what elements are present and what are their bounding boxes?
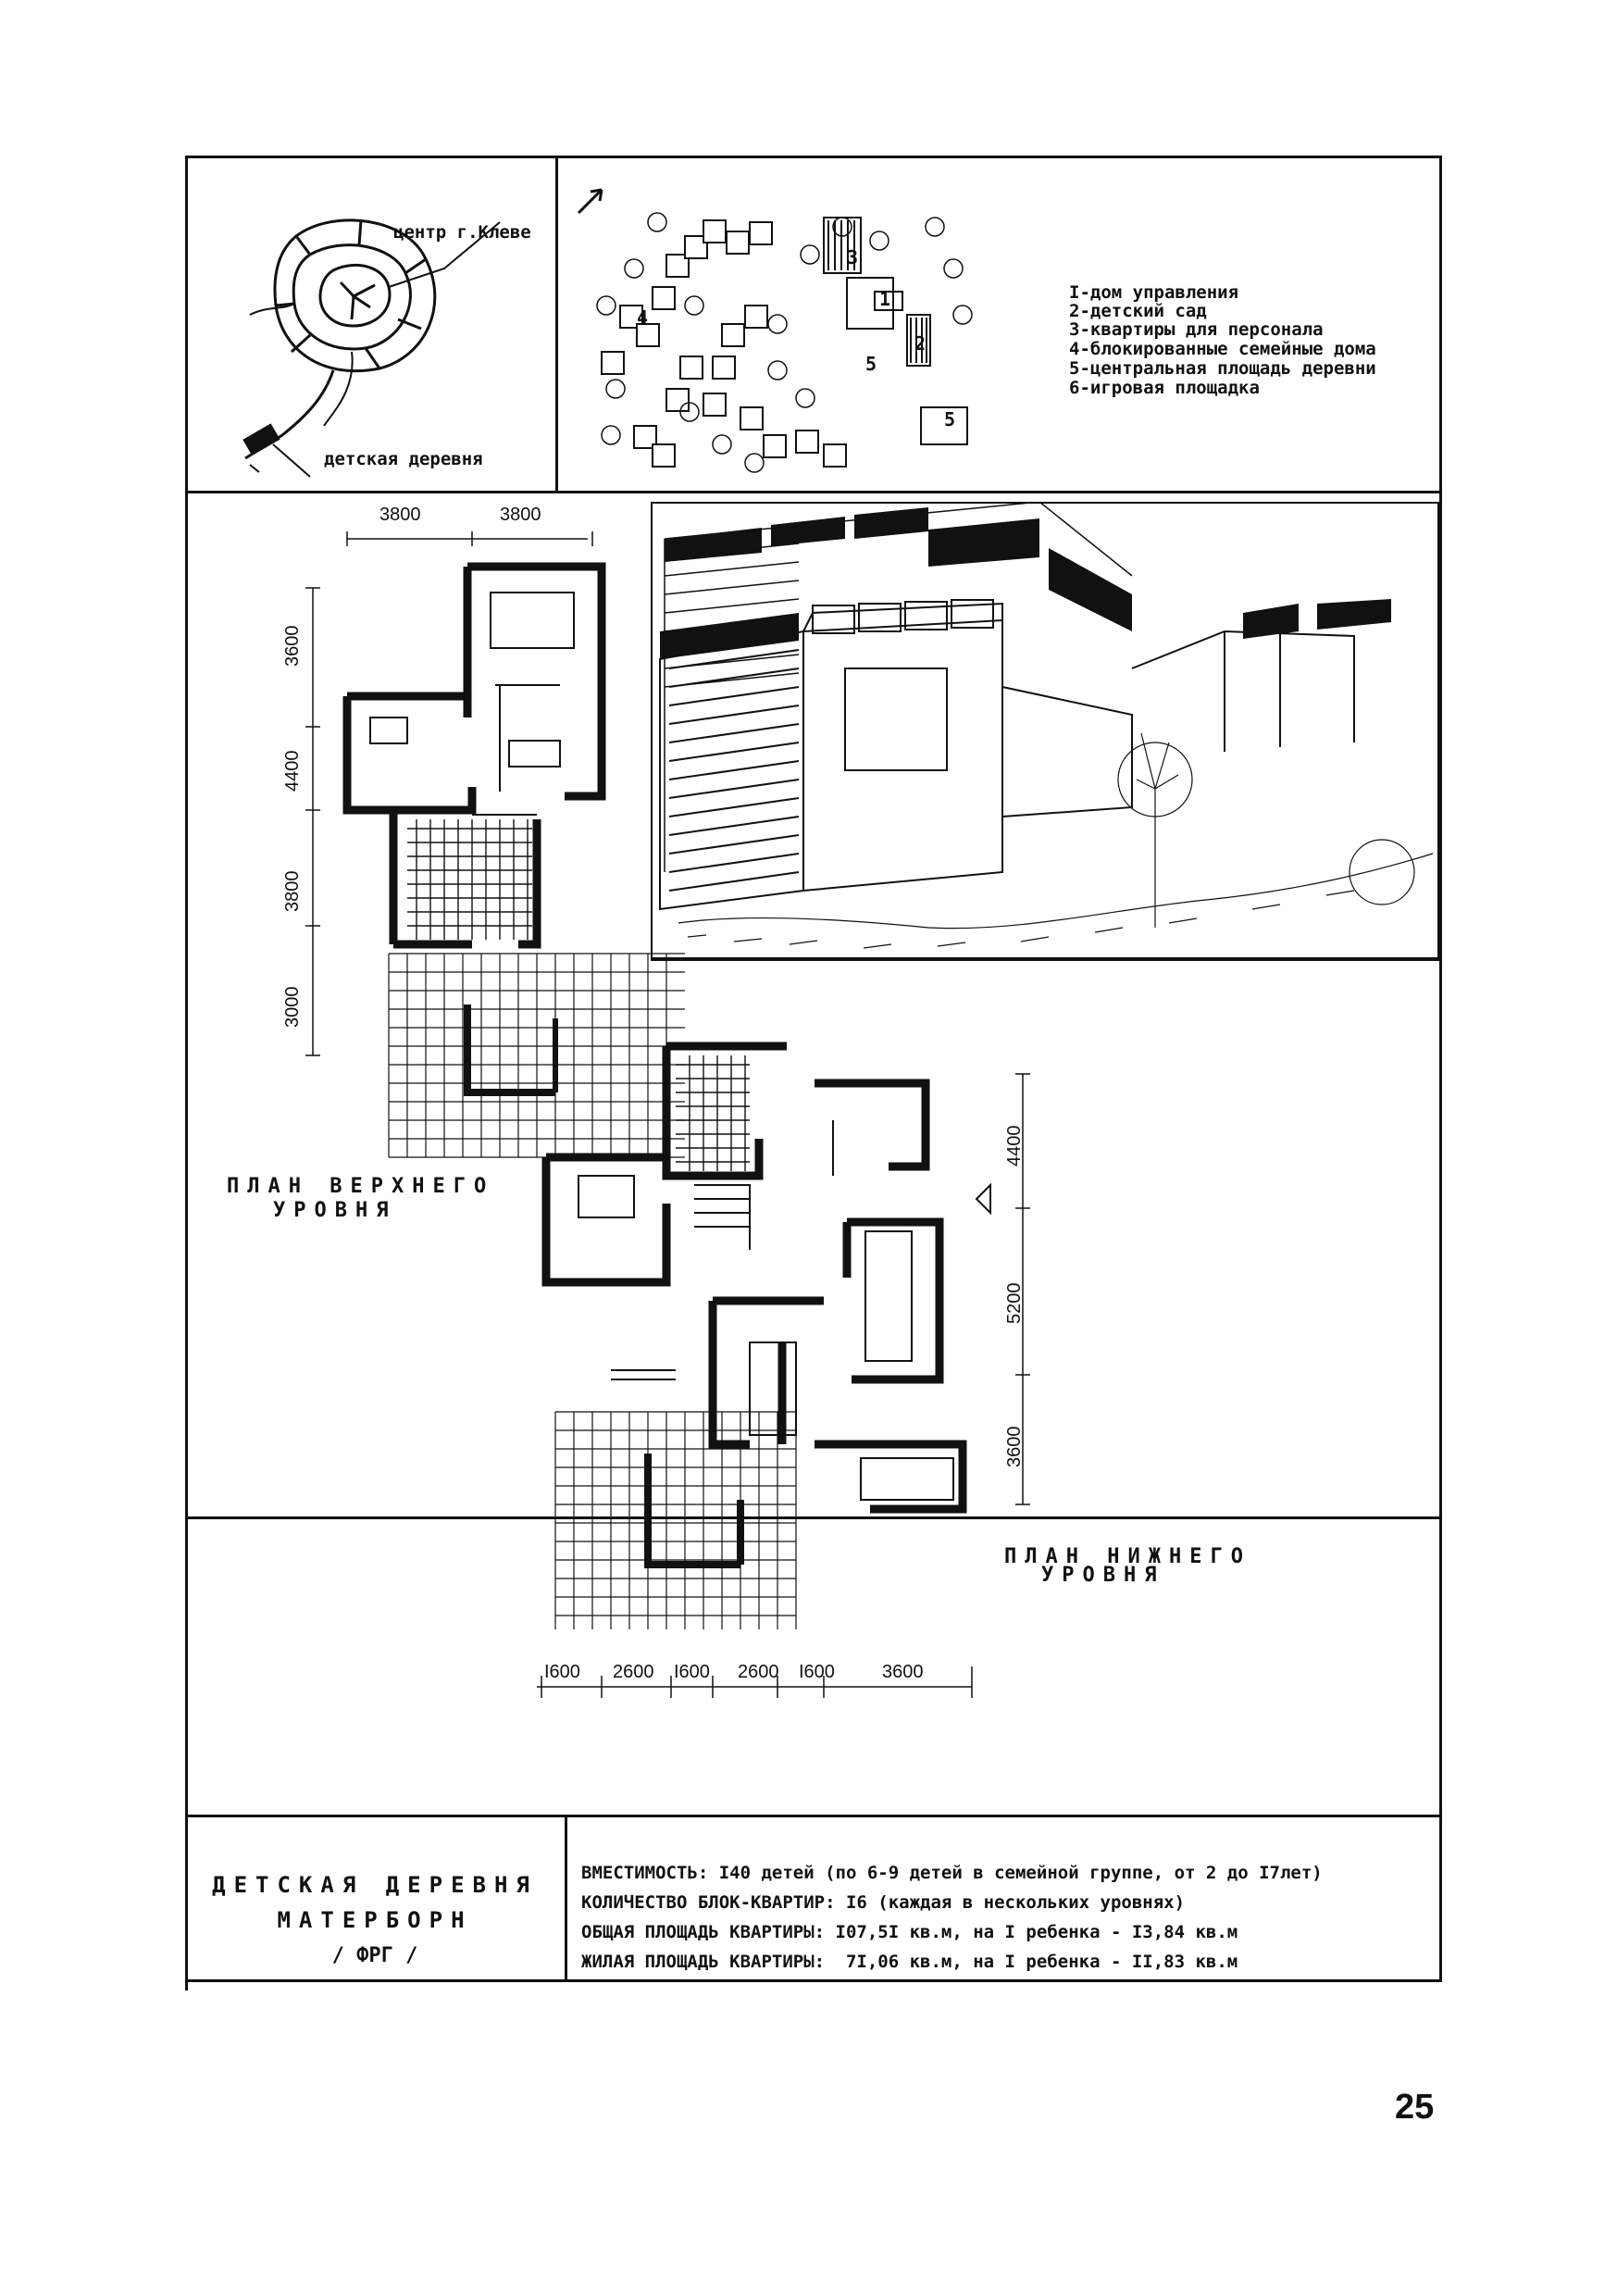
site-marker-5b: 5 xyxy=(944,408,956,430)
legend-item: 5-центральная площадь деревни xyxy=(1069,358,1376,379)
country-label: / ФРГ / xyxy=(331,1944,418,1967)
legend-item: 4-блокированные семейные дома xyxy=(1069,339,1376,359)
lower-dim-bottom-4: 2600 xyxy=(738,1662,779,1682)
lower-dim-right-2: 5200 xyxy=(1004,1282,1025,1324)
divider-bottom xyxy=(185,1815,1442,1817)
lower-dim-bottom-3: I600 xyxy=(674,1662,710,1682)
legend-item: 6-игровая площадка xyxy=(1069,378,1260,398)
frame-right-extension xyxy=(1439,1509,1442,1981)
legend-item: 3-квартиры для персонала xyxy=(1069,319,1324,340)
info-living-area: ЖИЛАЯ ПЛОЩАДЬ КВАРТИРЫ: 7I,06 кв.м, на I ребенка - II,83 кв.м xyxy=(581,1952,1238,1972)
village-label: детская деревня xyxy=(324,449,483,469)
upper-dim-left-4: 3000 xyxy=(282,986,303,1028)
divider-top xyxy=(185,491,1442,493)
page-number: 25 xyxy=(1395,2088,1435,2127)
lower-dim-right-1: 4400 xyxy=(1004,1125,1025,1167)
site-marker-4: 4 xyxy=(637,306,649,329)
site-plan xyxy=(565,167,1037,486)
city-center-label: центр г.Клеве xyxy=(393,222,531,243)
legend-item: 2-детский сад xyxy=(1069,301,1207,321)
upper-dim-left-3: 3800 xyxy=(282,870,303,912)
lower-plan-label-line1: ПЛАН НИЖНЕГО xyxy=(1004,1545,1251,1568)
title-line-2: МАТЕРБОРН xyxy=(277,1907,473,1933)
upper-plan-label-line2: УРОВНЯ xyxy=(273,1199,397,1222)
divider-title xyxy=(565,1815,567,1981)
frame-bottom-edge xyxy=(185,1979,1442,1982)
site-marker-3: 3 xyxy=(847,246,859,268)
lower-dim-bottom-6: 3600 xyxy=(882,1662,924,1682)
upper-dim-left-2: 4400 xyxy=(282,750,303,792)
lower-dim-bottom-5: I600 xyxy=(799,1662,835,1682)
site-marker-2: 2 xyxy=(914,332,927,355)
info-total-area: ОБЩАЯ ПЛОЩАДЬ КВАРТИРЫ: I07,5I кв.м, на I ребенка - I3,84 кв.м xyxy=(581,1922,1238,1942)
building-perspective-drawing xyxy=(651,502,1442,962)
info-unit-count: КОЛИЧЕСТВО БЛОК-КВАРТИР: I6 (каждая в нескольких уровнях) xyxy=(581,1892,1186,1913)
lower-dim-bottom-2: 2600 xyxy=(613,1662,654,1682)
upper-dim-top-1: 3800 xyxy=(379,505,421,525)
lower-dim-bottom-1: I600 xyxy=(544,1662,580,1682)
title-line-1: ДЕТСКАЯ ДЕРЕВНЯ xyxy=(212,1872,538,1898)
frame-left-extension xyxy=(185,1509,188,1990)
lower-plan-label-line2: УРОВНЯ xyxy=(1041,1564,1165,1587)
divider-map xyxy=(555,156,558,491)
upper-dim-top-2: 3800 xyxy=(500,505,541,525)
upper-dim-left-1: 3600 xyxy=(282,625,303,667)
site-marker-5a: 5 xyxy=(865,353,877,375)
lower-plan-dimension-lines xyxy=(518,1065,1074,1713)
lower-dim-right-3: 3600 xyxy=(1004,1426,1025,1467)
info-capacity: ВМЕСТИМОСТЬ: I40 детей (по 6-9 детей в семейной группе, от 2 до I7лет) xyxy=(581,1863,1323,1883)
upper-plan-label-line1: ПЛАН ВЕРХНЕГО xyxy=(227,1175,495,1198)
legend-item: I-дом управления xyxy=(1069,282,1239,303)
location-map xyxy=(194,167,551,481)
site-marker-1: 1 xyxy=(879,288,891,310)
